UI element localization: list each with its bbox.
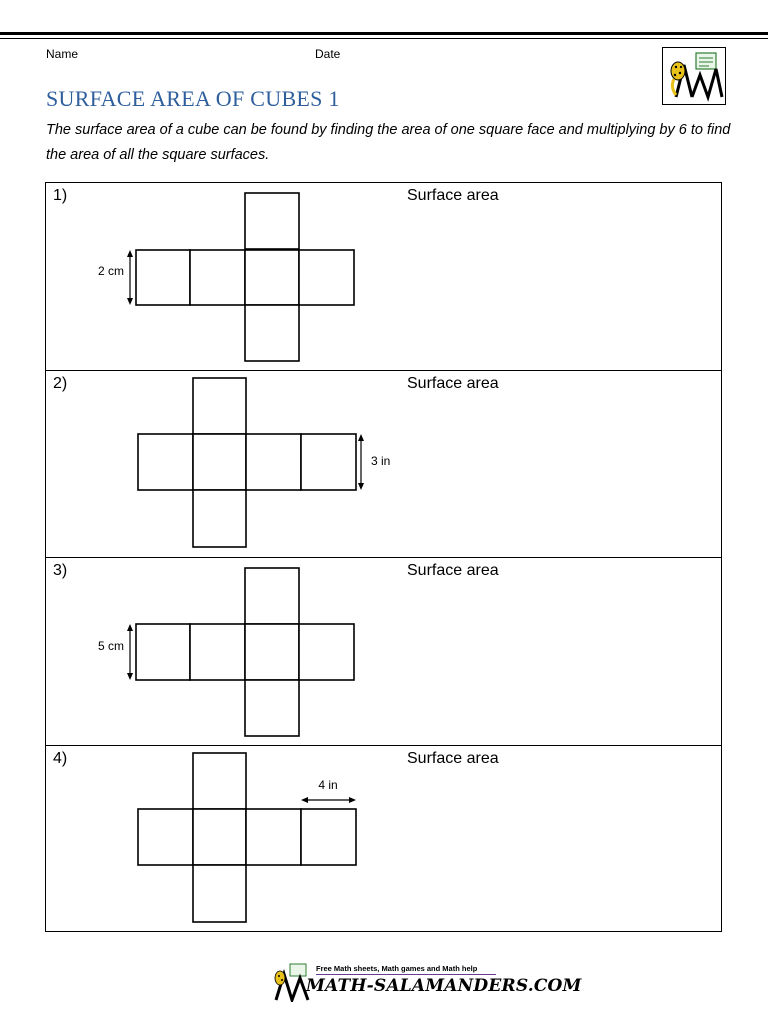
header-rule-thin (0, 38, 768, 39)
problem-number: 2) (53, 374, 68, 392)
header-rule-thick (0, 32, 768, 35)
instructions-text: The surface area of a cube can be found by finding the area of one square face and multiplying by 6 to find the area of all the square surfaces. (46, 122, 731, 163)
cube-net-diagram (46, 746, 722, 933)
date-label: Date (315, 47, 341, 61)
problem-1 (46, 183, 721, 371)
dimension-label: 2 cm (97, 264, 124, 278)
dimension-label: 3 in (371, 453, 391, 468)
name-label: Name (46, 47, 79, 61)
footer-divider (316, 974, 496, 975)
footer-tagline: Free Math sheets, Math games and Math help (316, 964, 478, 973)
dimension-label: 4 in (318, 777, 338, 792)
salamander-logo-icon (662, 47, 726, 105)
surface-area-label: Surface area (407, 187, 499, 204)
surface-area-label: Surface area (407, 374, 499, 392)
problem-number: 3) (53, 562, 68, 579)
cube-net-diagram (46, 371, 722, 558)
problem-number: 1) (53, 187, 68, 204)
surface-area-label: Surface area (407, 562, 499, 579)
footer-brand-name: MATH-SALAMANDERS.COM (306, 976, 582, 996)
surface-area-label: Surface area (407, 749, 499, 767)
dimension-label: 5 cm (97, 639, 124, 653)
problem-4 (46, 746, 721, 934)
worksheet-title: SURFACE AREA OF CUBES 1 (46, 86, 340, 111)
problem-3 (46, 558, 721, 746)
problem-number: 4) (53, 749, 68, 767)
cube-net-diagram (46, 558, 722, 745)
footer-brand-block (270, 962, 582, 1004)
problems-table (45, 182, 722, 932)
problem-2 (46, 371, 721, 559)
cube-net-diagram (46, 183, 722, 370)
